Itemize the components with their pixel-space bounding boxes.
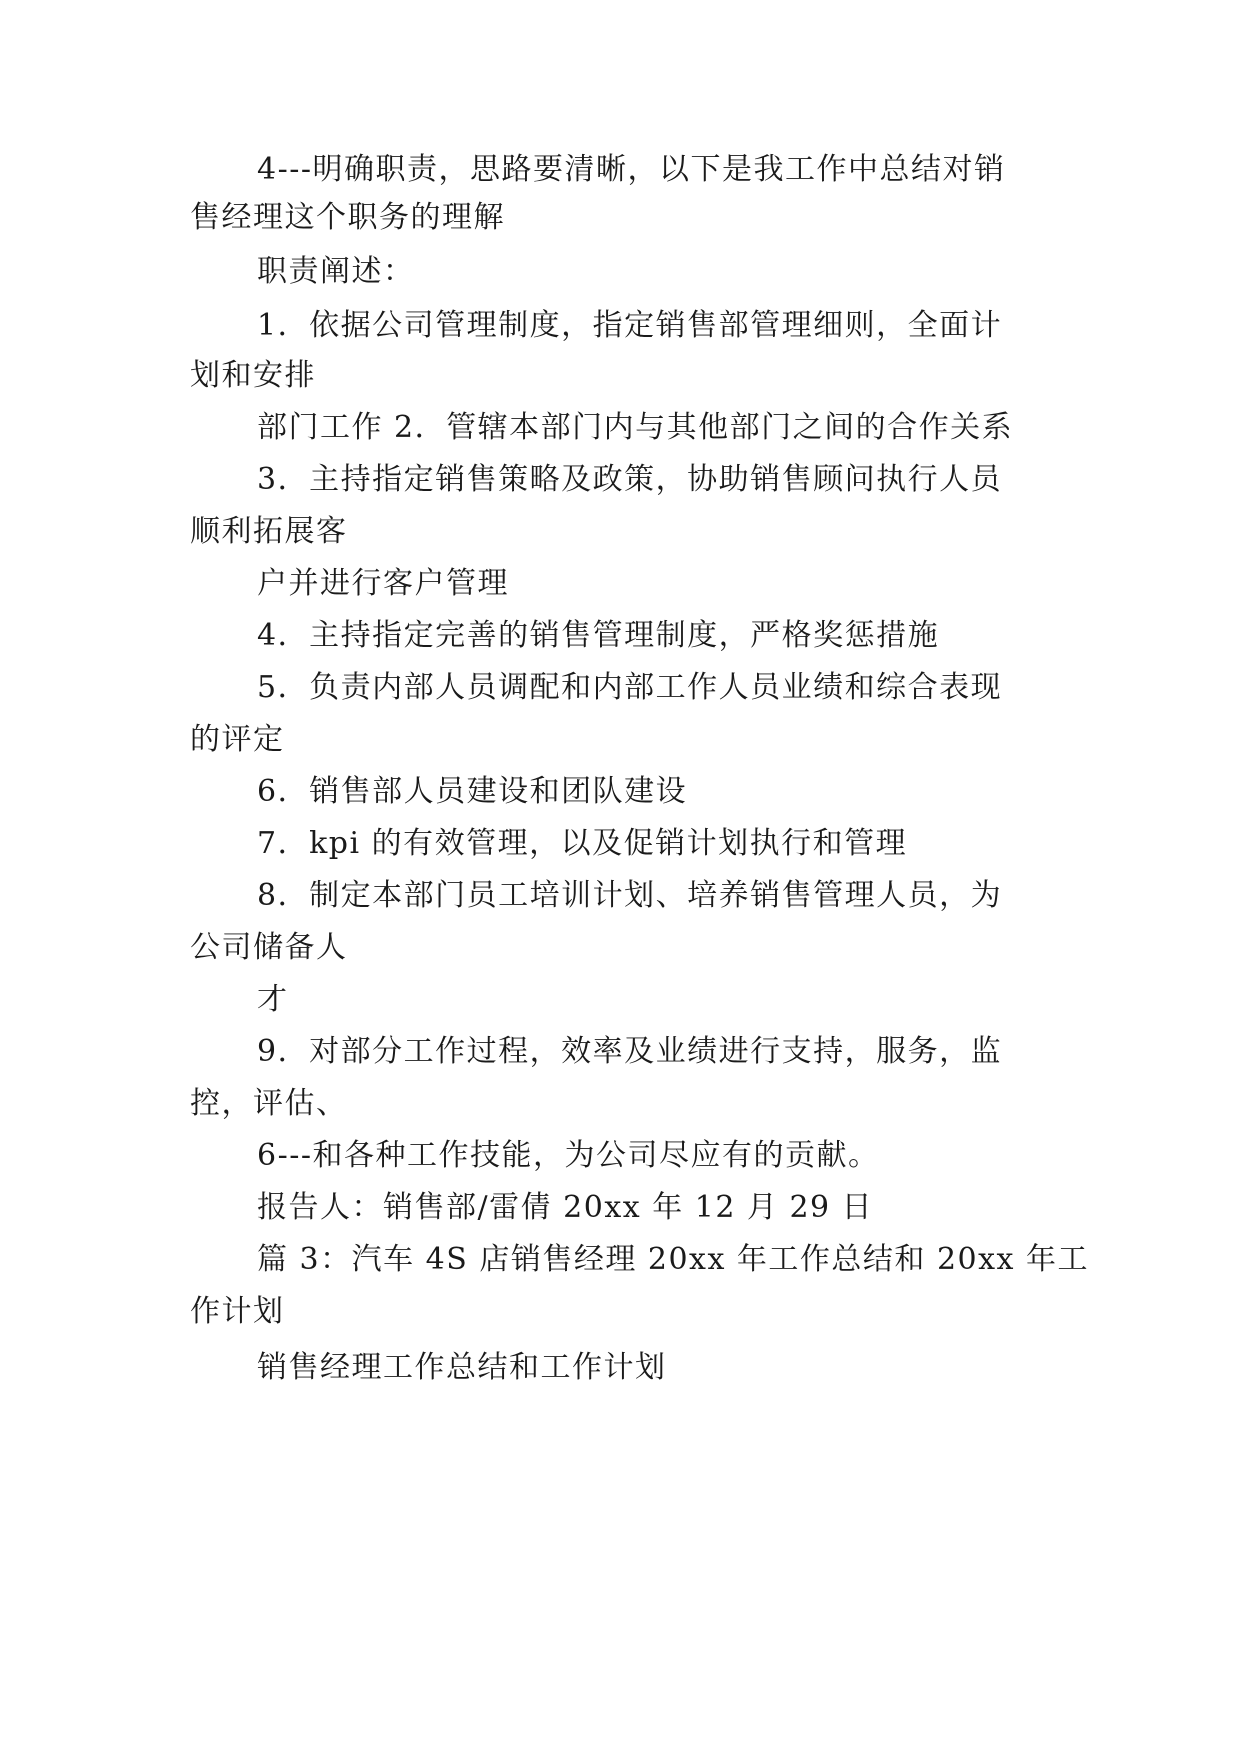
list-item-continuation: 才 bbox=[257, 982, 289, 1017]
list-item: 7．kpi 的有效管理，以及促销计划执行和管理 bbox=[257, 826, 908, 861]
list-item-continuation: 控，评估、 bbox=[190, 1086, 348, 1121]
paragraph-line: 售经理这个职务的理解 bbox=[190, 200, 505, 235]
list-item-continuation: 的评定 bbox=[190, 722, 285, 757]
list-item: 8．制定本部门员工培训计划、培养销售管理人员，为 bbox=[257, 878, 1003, 913]
chapter-title: 篇 3：汽车 4S 店销售经理 20xx 年工作总结和 20xx 年工 bbox=[257, 1242, 1090, 1277]
list-item: 5．负责内部人员调配和内部工作人员业绩和综合表现 bbox=[257, 670, 1003, 705]
list-item: 部门工作 2．管辖本部门内与其他部门之间的合作关系 bbox=[257, 410, 1014, 445]
list-item: 9．对部分工作过程，效率及业绩进行支持，服务，监 bbox=[257, 1034, 1003, 1069]
reporter-line: 报告人：销售部/雷倩 20xx 年 12 月 29 日 bbox=[257, 1190, 874, 1225]
list-item-continuation: 公司储备人 bbox=[190, 930, 348, 965]
paragraph-line: 6---和各种工作技能，为公司尽应有的贡献。 bbox=[257, 1138, 880, 1173]
section-title: 销售经理工作总结和工作计划 bbox=[257, 1350, 667, 1385]
section-heading: 职责阐述： bbox=[257, 254, 415, 289]
chapter-title-continuation: 作计划 bbox=[190, 1294, 285, 1329]
list-item: 4．主持指定完善的销售管理制度，严格奖惩措施 bbox=[257, 618, 940, 653]
list-item-continuation: 划和安排 bbox=[190, 358, 316, 393]
list-item-continuation: 顺利拓展客 bbox=[190, 514, 348, 549]
list-item: 1．依据公司管理制度，指定销售部管理细则，全面计 bbox=[257, 308, 1003, 343]
list-item: 6．销售部人员建设和团队建设 bbox=[257, 774, 688, 809]
paragraph-line: 4---明确职责，思路要清晰，以下是我工作中总结对销 bbox=[257, 152, 1006, 187]
list-item: 3．主持指定销售策略及政策，协助销售顾问执行人员 bbox=[257, 462, 1003, 497]
list-item-continuation: 户并进行客户管理 bbox=[257, 566, 509, 601]
